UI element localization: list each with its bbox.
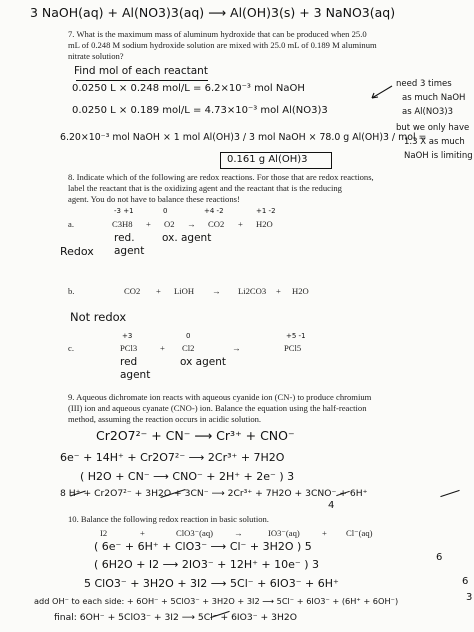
q7-note-1: need 3 times [396,79,452,89]
q8a-plus-2: + [238,219,243,229]
q8a-ox-o2: 0 [163,207,168,215]
q8b-lioh: LiOH [174,286,195,296]
q8c-arrow: → [232,343,241,353]
q8c-plus: + [160,343,165,353]
q7-line-2: mL of 0.248 M sodium hydroxide solution are mixed with 25.0 mL of 0.189 M aluminum [68,40,377,50]
q8c-ox-pcl5: +5 -1 [286,332,306,340]
q9-line-2: (III) ion and aqueous cyanate (CNO-) ion. Balance the equation using the half-reaction [68,403,367,413]
q8a-arrow: → [187,219,196,229]
q8c-note-ox: ox agent [180,356,226,368]
q9-work-line-3: ( H2O + CN⁻ ⟶ CNO⁻ + 2H⁺ + 2e⁻ ) 3 [80,470,295,483]
q7-line-1: 7. What is the maximum mass of aluminum hydroxide that can be produced when 25.0 [68,29,367,39]
q8b-plus-2: + [276,286,281,296]
q8-line-3: agent. You do not have to balance these reactions! [68,194,240,204]
q10-arrow: → [234,528,243,538]
q8c-ox-pcl3: +3 [122,332,133,340]
q10-work-line-2: ( 6H2O + I2 ⟶ 2IO3⁻ + 12H⁺ + 10e⁻ ) 3 [94,558,319,571]
q8a-note-red: red. agent [114,232,145,257]
q8a-ox-h2o: +1 -2 [256,207,276,215]
q8b-co2: CO2 [124,286,141,296]
q8a-note-ox: ox. agent [162,232,212,244]
q10-cl: Cl⁻(aq) [346,528,373,538]
q10-work-line-4: add OH⁻ to each side: + 6OH⁻ + 5ClO3⁻ + 3H2O + 3I2 ⟶ 5Cl⁻ + 6IO3⁻ + (6H⁺ + 6OH⁻) [34,596,399,606]
q8c-label: c. [68,343,74,353]
top-equation: 3 NaOH(aq) + Al(NO3)3(aq) ⟶ Al(OH)3(s) + 3 NaNO3(aq) [30,5,396,20]
q10-margin-3: 3 [466,592,473,603]
q8-line-1: 8. Indicate which of the following are redox reactions. For those that are redox reactions, [68,172,374,182]
q7-work-line-1: 0.0250 L × 0.248 mol/L = 6.2×10⁻³ mol NaOH [72,83,305,94]
q8a-co2: CO2 [208,219,225,229]
q8a-plus-1: + [146,219,151,229]
q9-work-line-2: 6e⁻ + 14H⁺ + Cr2O7²⁻ ⟶ 2Cr³⁺ + 7H2O [60,451,285,464]
q7-note-2: as much NaOH [402,93,466,103]
q10-clo3: ClO3⁻(aq) [176,528,213,538]
q8b-h2o: H2O [292,286,309,296]
q7-note-6: NaOH is limiting [404,151,473,161]
q10-work-line-3: 5 ClO3⁻ + 3H2O + 3I2 ⟶ 5Cl⁻ + 6IO3⁻ + 6H⁺ [84,577,339,590]
q8a-label: a. [68,219,74,229]
q9-line-3: method, assuming the reaction occurs in acidic solution. [68,414,262,424]
q7-work-heading: Find mol of each reactant [74,65,208,77]
q7-note-5: 1.3 X as much [404,137,465,147]
q8c-note-red: red agent [120,356,151,381]
q8a-ox-c3h8: -3 +1 [114,207,134,215]
q8c-pcl3: PCl3 [120,343,138,353]
q8b-verdict: Not redox [70,310,127,324]
q9-work-line-1: Cr2O7²⁻ + CN⁻ ⟶ Cr³⁺ + CNO⁻ [96,428,295,443]
q10-work-line-5: final: 6OH⁻ + 5ClO3⁻ + 3I2 ⟶ 5Cl⁻ + 6IO3⁻ + 3H2O [54,612,297,623]
q10-i2: I2 [100,528,108,538]
q8b-plus-1: + [156,286,161,296]
q8a-ox-co2: +4 -2 [204,207,224,215]
q7-note-3: as Al(NO3)3 [402,107,454,117]
q8b-arrow: → [212,286,221,296]
q7-answer: 0.161 g Al(OH)3 [227,154,308,165]
q8a-h2o: H2O [256,219,273,229]
q9-work-line-4: 8 H⁺ + Cr2O7²⁻ + 3H2O + 3CN⁻ ⟶ 2Cr³⁺ + 7H2O + 3CNO⁻ + 6H⁺ [60,488,368,499]
q8a-c3h8: C3H8 [112,219,133,229]
q10-line-1: 10. Balance the following redox reaction in basic solution. [68,514,269,524]
q8c-pcl5: PCl5 [284,343,302,353]
q8c-ox-cl2: 0 [186,332,191,340]
q10-margin-1: 6 [436,552,443,563]
q9-line-1: 9. Aqueous dichromate ion reacts with aqueous cyanide ion (CN-) to produce chromium [68,392,372,402]
q7-work-line-3: 6.20×10⁻³ mol NaOH × 1 mol Al(OH)3 / 3 mol NaOH × 78.0 g Al(OH)3 / mol = [60,132,427,143]
q8-line-2: label the reactant that is the oxidizing agent and the reactant that is the reducing [68,183,342,193]
q10-plus-2: + [322,528,327,538]
q10-plus-1: + [140,528,145,538]
q10-work-line-1: ( 6e⁻ + 6H⁺ + ClO3⁻ ⟶ Cl⁻ + 3H2O ) 5 [94,540,312,553]
q9-work-line-5: 4 [328,500,335,511]
q7-work-line-2: 0.0250 L × 0.189 mol/L = 4.73×10⁻³ mol Al(NO3)3 [72,105,328,116]
q8c-cl2: Cl2 [182,343,195,353]
q10-margin-2: 6 [462,576,469,587]
q10-io3: IO3⁻(aq) [268,528,300,538]
q8a-o2: O2 [164,219,175,229]
q8a-verdict: Redox [60,245,94,258]
q8b-li2co3: Li2CO3 [238,286,267,296]
q8b-label: b. [68,286,75,296]
q7-line-3: nitrate solution? [68,51,124,61]
q7-note-4: but we only have [396,123,470,133]
